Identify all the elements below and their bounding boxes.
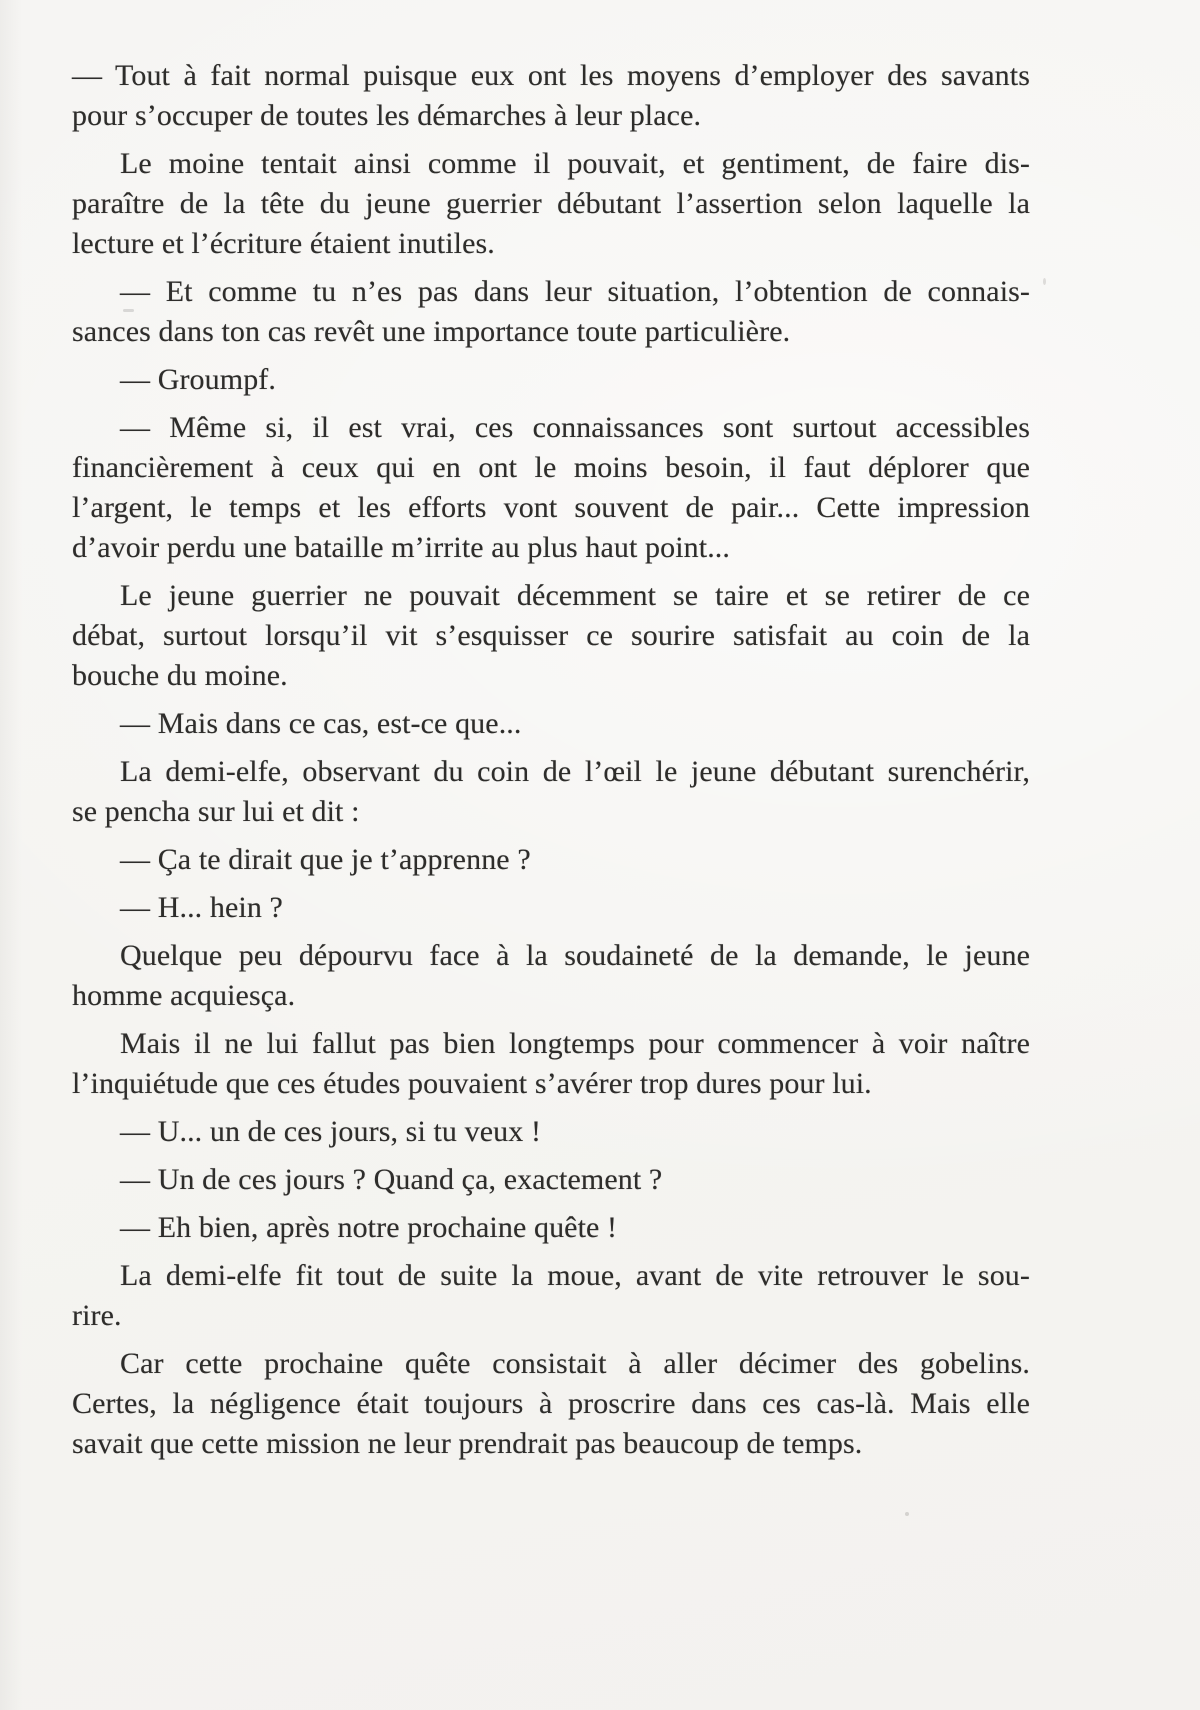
paragraph (72, 840, 1030, 880)
text-line: savait que cette mission ne leur prendrait pas beaucoup de temps. (72, 1427, 863, 1460)
paragraph (72, 576, 1030, 696)
paragraph (72, 408, 1030, 568)
text-line: — Un de ces jours ? Quand ça, exactement ? (120, 1163, 663, 1196)
text-line: l’argent, le temps et les efforts vont souvent de pair... Cette impression (72, 491, 1030, 524)
text-line: paraître de la tête du jeune guerrier débutant l’assertion selon laquelle la (72, 187, 1030, 220)
paragraph (72, 1344, 1030, 1464)
paragraph (72, 272, 1030, 352)
text-line: pour s’occuper de toutes les démarches à leur place. (72, 99, 702, 132)
page-text-block (72, 56, 1030, 1464)
paragraph (72, 752, 1030, 832)
text-line: Le moine tentait ainsi comme il pouvait, et gentiment, de faire dis- (120, 147, 1030, 180)
text-line: d’avoir perdu une bataille m’irrite au plus haut point... (72, 531, 731, 564)
text-line: La demi-elfe, observant du coin de l’œil le jeune débutant surenchérir, (120, 755, 1030, 788)
paragraph (72, 1208, 1030, 1248)
text-line: — Eh bien, après notre prochaine quête ! (120, 1211, 618, 1244)
text-line: financièrement à ceux qui en ont le moins besoin, il faut déplorer que (72, 451, 1030, 484)
paragraph (72, 1024, 1030, 1104)
text-line: La demi-elfe fit tout de suite la moue, avant de vite retrouver le sou- (120, 1259, 1030, 1292)
paragraph (72, 1112, 1030, 1152)
text-line: débat, surtout lorsqu’il vit s’esquisser ce sourire satisfait au coin de la (72, 619, 1030, 652)
text-line: — Et comme tu n’es pas dans leur situation, l’obtention de connais- (120, 275, 1030, 308)
paragraph (72, 1256, 1030, 1336)
text-line: Quelque peu dépourvu face à la soudaineté de la demande, le jeune (120, 939, 1030, 972)
text-line: — U... un de ces jours, si tu veux ! (120, 1115, 542, 1148)
text-line: l’inquiétude que ces études pouvaient s’avérer trop dures pour lui. (72, 1067, 872, 1100)
scan-speck (123, 309, 134, 312)
text-line: sances dans ton cas revêt une importance toute particulière. (72, 315, 791, 348)
text-line: Le jeune guerrier ne pouvait décemment se taire et se retirer de ce (120, 579, 1030, 612)
text-line: — Mais dans ce cas, est-ce que... (120, 707, 522, 740)
text-line: se pencha sur lui et dit : (72, 795, 360, 828)
paragraph (72, 936, 1030, 1016)
text-line: Car cette prochaine quête consistait à aller décimer des gobelins. (120, 1347, 1030, 1380)
text-line: — Groumpf. (120, 363, 276, 396)
text-line: — Même si, il est vrai, ces connaissances sont surtout accessibles (120, 411, 1030, 444)
paragraph (72, 144, 1030, 264)
text-line: — Tout à fait normal puisque eux ont les moyens d’employer des savants (72, 59, 1030, 92)
text-line: Certes, la négligence était toujours à proscrire dans ces cas-là. Mais elle (72, 1387, 1030, 1420)
scan-speck (1043, 278, 1046, 285)
text-line: Mais il ne lui fallut pas bien longtemps pour commencer à voir naître (120, 1027, 1030, 1060)
paragraph (72, 704, 1030, 744)
scan-speck (905, 1512, 909, 1516)
paragraph (72, 56, 1030, 136)
paragraph (72, 1160, 1030, 1200)
text-line: — Ça te dirait que je t’apprenne ? (120, 843, 531, 876)
paragraph (72, 888, 1030, 928)
text-line: — H... hein ? (120, 891, 283, 924)
text-line: rire. (72, 1299, 122, 1332)
text-line: lecture et l’écriture étaient inutiles. (72, 227, 495, 260)
paragraph (72, 360, 1030, 400)
text-line: homme acquiesça. (72, 979, 296, 1012)
text-line: bouche du moine. (72, 659, 288, 692)
